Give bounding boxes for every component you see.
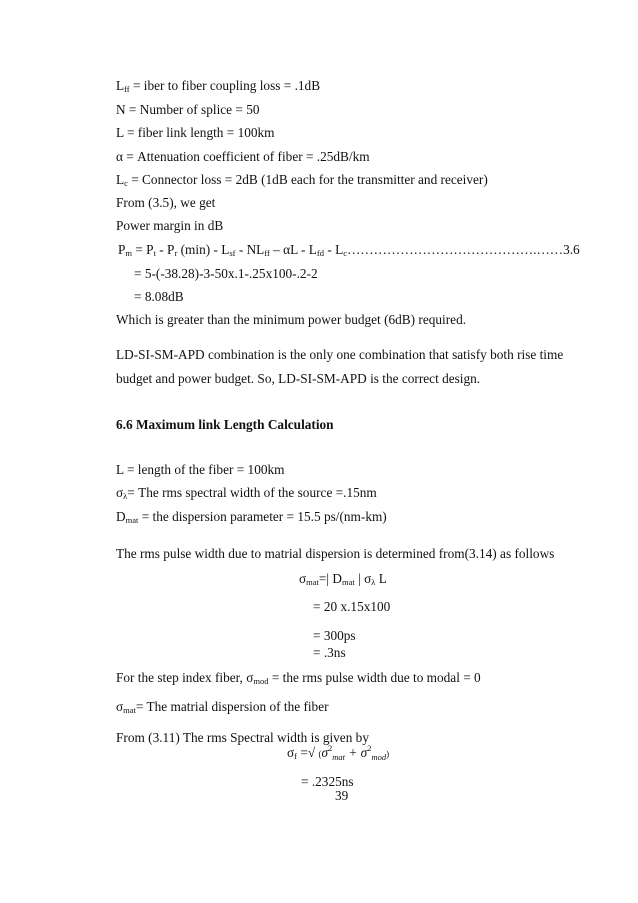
from-eq-3-11: From (3.11) The rms Spectral width is given by xyxy=(116,730,369,745)
result-line-3: = .3ns xyxy=(313,645,346,660)
alpha-definition: α = Attenuation coefficient of fiber = .25dB/km xyxy=(116,149,370,164)
n-definition: N = Number of splice = 50 xyxy=(116,102,260,117)
sigma-mat-formula: $\sigma_{mat}=|$ $D_{mat}$ | $\sigma_\lambda$ L xyxy=(299,571,387,587)
power-margin-label: Power margin in dB xyxy=(116,218,224,233)
combination-line-1: LD-SI-SM-APD combination is the only one combination that satisfy both rise time xyxy=(116,347,564,362)
dmat-definition: $D_{mat}$ = the dispersion parameter = 15.5 ps/(nm-km) xyxy=(116,509,387,525)
sigma-lambda-definition: $\sigma_\lambda=$ The rms spectral width of the source =.15nm xyxy=(116,485,377,501)
greater-statement: Which is greater than the minimum power budget (6dB) required. xyxy=(116,312,467,327)
l-fiber-definition: L = length of the fiber = 100km xyxy=(116,462,285,477)
result-line-1: = 20 x.15x100 xyxy=(313,599,391,614)
equation-leader-dots: …………………………………….…… xyxy=(347,242,564,257)
page-number: 39 xyxy=(335,788,349,803)
sigma-f-formula: $\sigma_f$ =√ $(\sigma^2_{mat} + \sigma^2_{mod})$ xyxy=(287,743,390,762)
lff-definition: $L_{ff}$ = iber to fiber coupling loss = .1dB xyxy=(116,78,321,94)
combination-line-2: budget and power budget. So, LD-SI-SM-APD is the correct design. xyxy=(116,371,481,386)
calc-line-2: = 8.08dB xyxy=(134,289,184,304)
l-definition: L = fiber link length = 100km xyxy=(116,125,275,140)
rms-intro: The rms pulse width due to matrial dispersion is determined from(3.14) as follows xyxy=(116,546,555,561)
equation-number: 3.6 xyxy=(563,242,580,257)
power-margin-equation: $P_m = P_t - P_r$ $(\min) - L_{sf} - NL_{ff}$ – αL - $L_{fd}$ - $L_c\dots\dots\dots\dots\dots\dots\dots\dots\dots\dots\dots\dots\dots\dots.\dots\dots 3.6$ xyxy=(118,242,580,258)
result-line-2: = 300ps xyxy=(313,628,356,643)
lc-definition: $L_c$ = Connector loss = 2dB (1dB each for the transmitter and receiver) xyxy=(116,172,488,188)
final-result: = .2325ns xyxy=(301,774,354,789)
section-heading: 6.6 Maximum link Length Calculation xyxy=(116,417,334,432)
sigma-mat-definition: $\sigma_{mat}=$ The matrial dispersion of the fiber xyxy=(116,699,329,715)
calc-line-1: = 5-(-38.28)-3-50x.1-.25x100-.2-2 xyxy=(134,266,318,281)
step-index-line: For the step index fiber, $\sigma_{mod}$ = the rms pulse width due to modal = 0 xyxy=(116,670,481,686)
from-eq-3-5: From (3.5), we get xyxy=(116,195,216,210)
